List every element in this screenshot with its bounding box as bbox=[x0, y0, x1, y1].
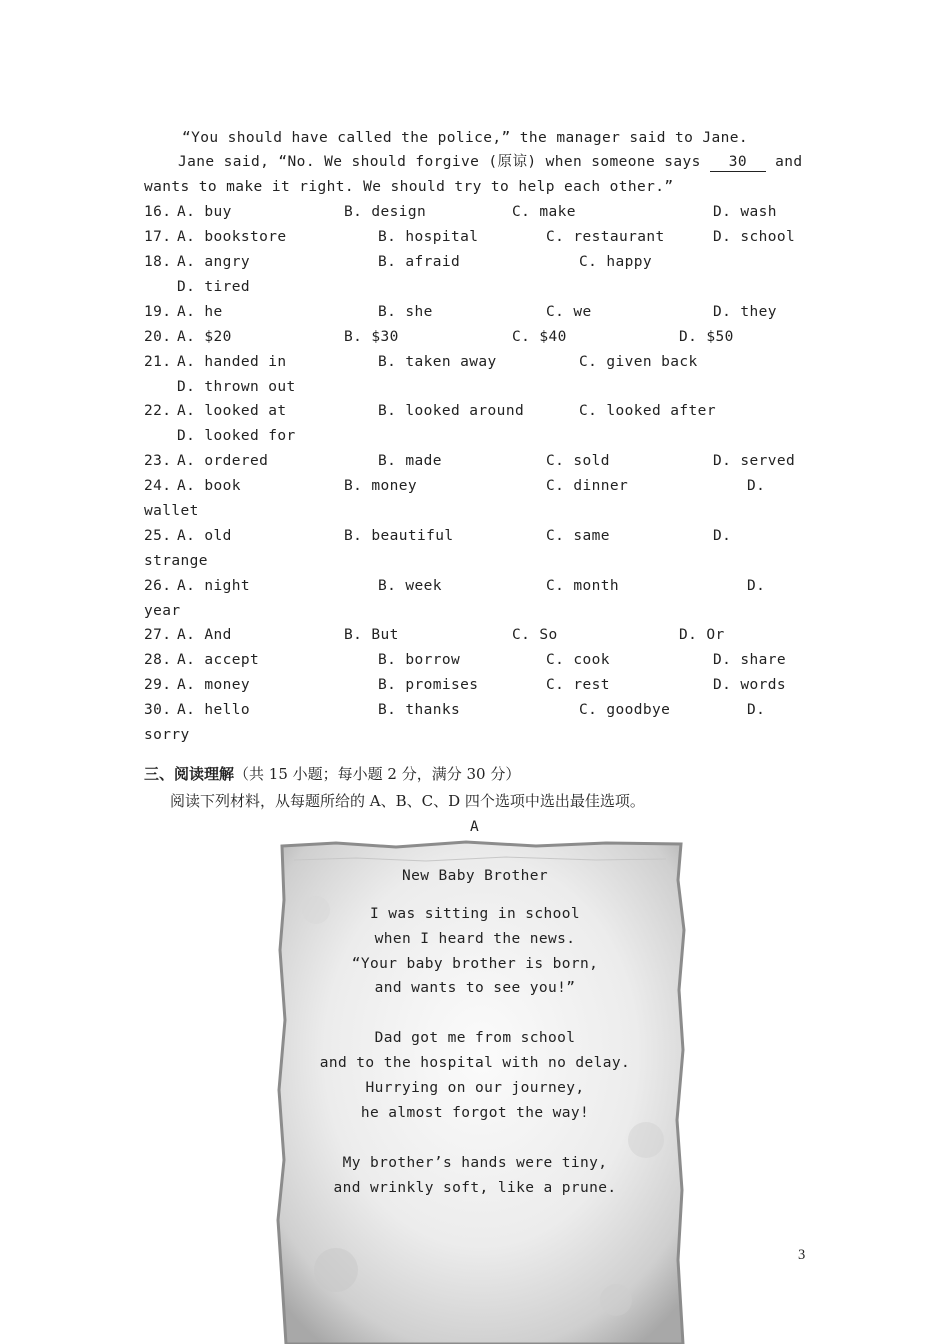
option-d-text: year bbox=[144, 603, 181, 619]
option-b: B. taken away bbox=[378, 354, 497, 370]
option-d: D. Or bbox=[679, 627, 725, 643]
option-c: C. goodbye bbox=[579, 702, 671, 718]
question-number: 16. bbox=[144, 204, 172, 220]
option-a: A. book bbox=[177, 478, 241, 494]
poem-line: when I heard the news. bbox=[374, 931, 576, 947]
option-b: B. thanks bbox=[378, 702, 461, 718]
question-number: 21. bbox=[144, 354, 172, 370]
option-a: A. $20 bbox=[177, 329, 232, 345]
question-number: 17. bbox=[144, 229, 172, 245]
poem-line: and wants to see you!” bbox=[374, 980, 576, 996]
option-a: A. accept bbox=[177, 652, 260, 668]
option-d-text: strange bbox=[144, 553, 208, 569]
option-d: D. tired bbox=[177, 279, 251, 295]
option-c: C. looked after bbox=[579, 403, 716, 419]
question-number: 27. bbox=[144, 627, 172, 643]
poem-title: New Baby Brother bbox=[401, 868, 549, 884]
option-c: C. restaurant bbox=[546, 229, 665, 245]
option-c: C. given back bbox=[579, 354, 698, 370]
passage-line-2-end: and bbox=[765, 154, 803, 170]
poem-line: he almost forgot the way! bbox=[360, 1105, 590, 1121]
option-a: A. money bbox=[177, 677, 251, 693]
option-c: C. make bbox=[512, 204, 576, 220]
question-number: 30. bbox=[144, 702, 172, 718]
option-c: C. happy bbox=[579, 254, 653, 270]
option-d: D. school bbox=[713, 229, 796, 245]
option-c: C. month bbox=[546, 578, 620, 594]
question-number: 28. bbox=[144, 652, 172, 668]
option-d: D. served bbox=[713, 453, 796, 469]
option-d: D. words bbox=[713, 677, 787, 693]
option-a: A. angry bbox=[177, 254, 251, 270]
option-c: C. same bbox=[546, 528, 610, 544]
question-number: 18. bbox=[144, 254, 172, 270]
option-d: D. bbox=[747, 478, 766, 494]
section-note: （共 15 小题；每小题 2 分，满分 30 分） bbox=[234, 765, 521, 783]
poem-line: and to the hospital with no delay. bbox=[319, 1055, 631, 1071]
question-number: 22. bbox=[144, 403, 172, 419]
passage-label: A bbox=[470, 819, 480, 835]
option-d: D. share bbox=[713, 652, 787, 668]
option-a: A. old bbox=[177, 528, 232, 544]
option-c: C. dinner bbox=[546, 478, 629, 494]
option-a: A. And bbox=[177, 627, 232, 643]
option-c: C. we bbox=[546, 304, 592, 320]
poem-line: and wrinkly soft, like a prune. bbox=[333, 1180, 617, 1196]
section-instruction: 阅读下列材料，从每题所给的 A、B、C、D 四个选项中选出最佳选项。 bbox=[170, 792, 645, 810]
option-b: B. But bbox=[344, 627, 399, 643]
poem-paper bbox=[276, 840, 688, 1344]
option-d: D. looked for bbox=[177, 428, 296, 444]
option-b: B. made bbox=[378, 453, 442, 469]
blank-30: 30 bbox=[710, 153, 766, 172]
option-b: B. money bbox=[344, 478, 418, 494]
passage-line-2-start: Jane said, “No. We should forgive (原谅) when someone says bbox=[178, 154, 710, 170]
poem-line: I was sitting in school bbox=[370, 906, 580, 922]
option-d: D. thrown out bbox=[177, 379, 296, 395]
option-b: B. looked around bbox=[378, 403, 525, 419]
option-d: D. bbox=[713, 528, 732, 544]
option-c: C. sold bbox=[546, 453, 610, 469]
poem-line: Dad got me from school bbox=[374, 1030, 576, 1046]
option-d: D. bbox=[747, 702, 766, 718]
option-b: B. hospital bbox=[378, 229, 479, 245]
passage-line-1: “You should have called the police,” the manager said to Jane. bbox=[182, 130, 749, 146]
option-a: A. he bbox=[177, 304, 223, 320]
option-d-text: wallet bbox=[144, 503, 199, 519]
poem-line: My brother’s hands were tiny, bbox=[342, 1155, 608, 1171]
passage-line-3: wants to make it right. We should try to help each other.” bbox=[144, 179, 674, 195]
option-b: B. beautiful bbox=[344, 528, 454, 544]
question-number: 19. bbox=[144, 304, 172, 320]
option-c: C. $40 bbox=[512, 329, 567, 345]
option-c: C. So bbox=[512, 627, 558, 643]
option-b: B. borrow bbox=[378, 652, 461, 668]
option-b: B. $30 bbox=[344, 329, 399, 345]
question-number: 20. bbox=[144, 329, 172, 345]
option-d: D. $50 bbox=[679, 329, 734, 345]
question-number: 29. bbox=[144, 677, 172, 693]
page-number: 3 bbox=[798, 1247, 806, 1263]
question-number: 25. bbox=[144, 528, 172, 544]
option-b: B. afraid bbox=[378, 254, 461, 270]
poem-line: Hurrying on our journey, bbox=[365, 1080, 585, 1096]
question-number: 26. bbox=[144, 578, 172, 594]
poem-line: “Your baby brother is born, bbox=[351, 956, 599, 972]
option-d: D. bbox=[747, 578, 766, 594]
option-a: A. looked at bbox=[177, 403, 287, 419]
question-number: 24. bbox=[144, 478, 172, 494]
passage-line-2 bbox=[178, 153, 802, 172]
option-c: C. rest bbox=[546, 677, 610, 693]
option-a: A. bookstore bbox=[177, 229, 287, 245]
section-title: 三、阅读理解 bbox=[144, 765, 235, 783]
option-a: A. buy bbox=[177, 204, 232, 220]
option-a: A. night bbox=[177, 578, 251, 594]
option-a: A. hello bbox=[177, 702, 251, 718]
option-a: A. ordered bbox=[177, 453, 269, 469]
option-d: D. wash bbox=[713, 204, 777, 220]
option-d: D. they bbox=[713, 304, 777, 320]
option-a: A. handed in bbox=[177, 354, 287, 370]
option-b: B. she bbox=[378, 304, 433, 320]
option-c: C. cook bbox=[546, 652, 610, 668]
option-b: B. design bbox=[344, 204, 427, 220]
option-d-text: sorry bbox=[144, 727, 190, 743]
option-b: B. week bbox=[378, 578, 442, 594]
section-heading bbox=[144, 765, 520, 783]
option-b: B. promises bbox=[378, 677, 479, 693]
question-number: 23. bbox=[144, 453, 172, 469]
